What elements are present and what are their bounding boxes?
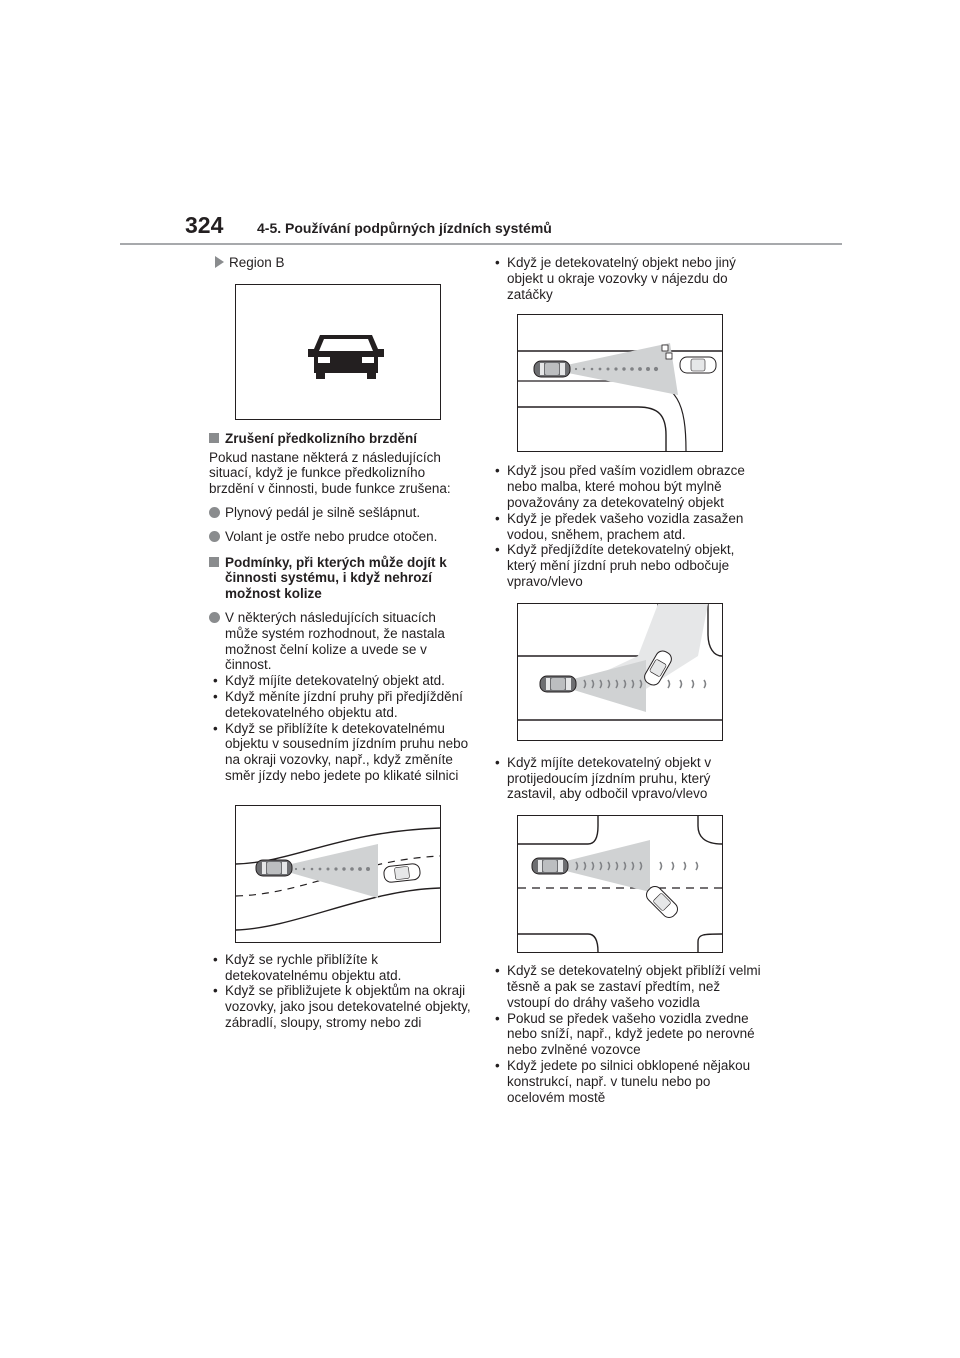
heading-cancel-text: Zrušení předkolizního brzdění	[225, 430, 418, 446]
heading-conditions-text: Podmínky, při kterých může dojít k činnosti systému, i když nehrozí možnost kolize	[225, 554, 447, 602]
figure-oncoming-turn	[517, 815, 723, 953]
list-item: • Když míjíte detekovatelný objekt atd.	[209, 673, 471, 689]
bullet-list	[209, 673, 471, 784]
page-header	[185, 212, 552, 239]
square-bullet-icon	[209, 557, 219, 567]
section-title: 4-5. Používání podpůrných jízdních systémů	[257, 220, 552, 236]
oncoming-turn-illustration	[518, 816, 722, 952]
bullet-list	[491, 963, 761, 1105]
cancel-paragraph: Pokud nastane některá z následujících situací, když je funkce předkolizního brzdění v činnosti, bude funkce zrušena:	[209, 449, 451, 497]
bullet-list	[491, 255, 761, 302]
figure-overtaking-turn	[517, 603, 723, 741]
region-label	[215, 255, 471, 271]
front-car-icon	[236, 285, 440, 419]
circle-bullet-icon	[209, 531, 220, 542]
figure-curve-entry	[517, 314, 723, 452]
list-item: • Když míjíte detekovatelný objekt v protijedoucím jízdním pruhu, který zastavil, aby odbočil vpravo/vlevo	[491, 755, 761, 802]
list-item: • Když měníte jízdní pruhy při předjíždění detekovatelného objektu atd.	[209, 689, 471, 721]
curved-road-illustration	[236, 806, 440, 942]
figure-curved-road	[235, 805, 441, 943]
dot-item-text: Plynový pedál je silně sešlápnut.	[225, 504, 421, 520]
list-item: • Když se přibližujete k objektům na okraji vozovky, jako jsou detekovatelné objekty, zábradlí, sloupy, stromy nebo zdi	[209, 983, 471, 1030]
right-column	[491, 255, 761, 1105]
list-item: • Když se detekovatelný objekt přiblíží velmi těsně a pak se zastaví předtím, než vstoupí do dráhy vašeho vozidla	[491, 963, 761, 1010]
page-number: 324	[185, 212, 224, 238]
dot-item-text: Volant je ostře nebo prudce otočen.	[225, 528, 438, 544]
list-item: • Když se rychle přiblížíte k detekovatelnému objektu atd.	[209, 952, 471, 984]
curve-entry-illustration	[518, 315, 722, 451]
bullet-list	[491, 755, 761, 802]
bullet-list	[209, 952, 471, 1031]
left-column	[209, 255, 471, 1031]
square-bullet-icon	[209, 433, 219, 443]
circle-bullet-icon	[209, 612, 220, 623]
circle-bullet-icon	[209, 507, 220, 518]
list-item: • Když je předek vašeho vozidla zasažen vodou, sněhem, prachem atd.	[491, 511, 761, 543]
list-item: • Když předjíždíte detekovatelný objekt, který mění jízdní pruh nebo odbočuje vpravo/vlevo	[491, 542, 761, 589]
dot-item-situations	[209, 610, 471, 673]
header-divider	[120, 243, 842, 245]
overtaking-turn-illustration	[518, 604, 722, 740]
region-label-text: Region B	[229, 255, 285, 270]
list-item: • Pokud se předek vašeho vozidla zvedne nebo sníží, např., když jedete po nerovné nebo zvlněné vozovce	[491, 1011, 761, 1058]
list-item: • Když jedete po silnici obklopené nějakou konstrukcí, např. v tunelu nebo po ocelovém mostě	[491, 1058, 761, 1105]
dot-item-steering	[209, 529, 471, 545]
bullet-list	[491, 463, 761, 589]
list-item: • Když je detekovatelný objekt nebo jiný objekt u okraje vozovky v nájezdu do zatáčky	[491, 255, 761, 302]
heading-cancel	[209, 431, 471, 447]
dot-item-pedal	[209, 505, 471, 521]
figure-region-b-car	[235, 284, 441, 420]
heading-conditions	[209, 555, 471, 602]
arrow-icon	[215, 256, 224, 268]
list-item: • Když se přiblížíte k detekovatelnému objektu v sousedním jízdním pruhu nebo na okraji vozovky, např., když změníte směr jízdy nebo jedete po klikaté silnici	[209, 721, 471, 784]
list-item: • Když jsou před vaším vozidlem obrazce nebo malba, které mohou být mylně považovány za detekovatelný objekt	[491, 463, 761, 510]
dot-item-text: V některých následujících situacích může systém rozhodnout, že nastala možnost čelní kolize a uvede se v činnost.	[225, 609, 445, 673]
